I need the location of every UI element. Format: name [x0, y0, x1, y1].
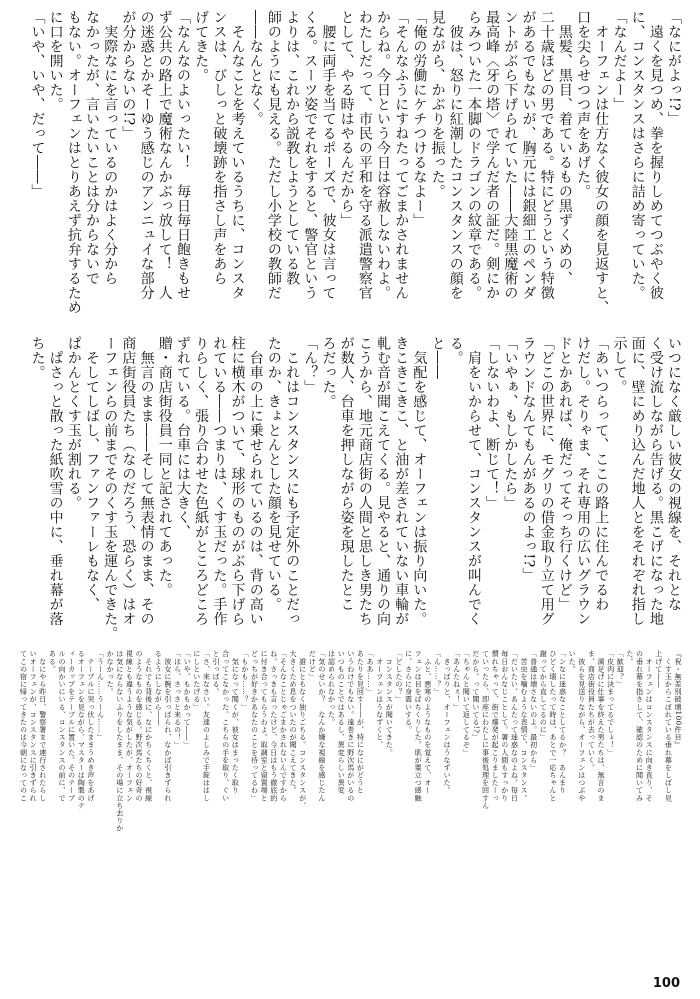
text-column: くす玉からこぼれている垂れ幕をしばし見: [664, 650, 674, 802]
text-column: ぱさっと散った紙吹雪の中に、垂れ幕が落: [47, 336, 64, 626]
text-column: にしといたげる」: [192, 650, 202, 711]
text-column: 苦虫を噛むような表情で、コンスタンス。: [520, 650, 529, 802]
text-column: と引っぱる。: [212, 650, 221, 696]
text-column: 「ん……？」: [433, 650, 443, 696]
text-column: だけど」: [308, 650, 318, 681]
text-column: きっぱりと、オーフェンはうなずいた。: [443, 650, 452, 795]
text-column: ろだった。: [320, 336, 337, 409]
text-column: なにやら昨日、警察署まで連行されたらし: [38, 650, 48, 802]
page-number: 100: [652, 976, 680, 991]
text-column: 「いや、もかもかって――」: [183, 650, 193, 749]
text-column: いうわけでもない。遠巻きに野次馬がいるの: [346, 650, 356, 802]
text-column: ま、商店街役員たちが去っていく。: [587, 650, 597, 772]
text-column: は気にならないふりをしたまま、その場に立ち去りか: [115, 650, 125, 832]
text-column: 二十歳ほどの男である。特にどうという特徴: [538, 10, 555, 300]
text-column: る。: [447, 336, 464, 365]
text-column: 視線とも違うような気がしたが、オーフェン: [125, 650, 135, 802]
text-column: 上げて――: [654, 650, 664, 688]
text-column: 合ってこなかった。こちらの手を取り、ぐい: [221, 650, 231, 802]
text-column: 見ながら、かぶりを振った。: [429, 10, 446, 199]
text-column: 「どこの世界に、モグリの借金取り立て用グ: [538, 336, 555, 626]
text-column: 柱に横木がついて、球形のものがぶら下げら: [229, 336, 246, 626]
text-column: た。: [625, 650, 635, 666]
text-column: どっちが好きかあなたのことを待ってるわ」: [250, 650, 260, 802]
text-column: に、コンスタンスはさらに詰め寄っていた。: [629, 10, 646, 300]
text-column: もない。オーフェンはとりあえず抗弁するため: [65, 10, 82, 315]
text-column: いオーフェンが、コンスタンスに引きずられ: [29, 650, 39, 802]
text-column: 「ちゃんと聞いて返してるぞ」: [462, 650, 472, 757]
text-column: らみついた一本脚のドラゴンの紋章である。: [465, 10, 482, 300]
text-column: こうから、地元商店街の人間と思しき男たち: [356, 336, 373, 626]
text-column: 最高峰〈牙の塔〉で学んだ者の証だ。剣にか: [484, 10, 501, 300]
text-column: 台車の上に乗せられているのは、背の高い: [247, 336, 264, 626]
text-column: テーブルに突っ伏したままうめき声をあげ: [86, 650, 96, 802]
text-column: オーフェンはコンスタンスに向き直り、そ: [645, 650, 655, 802]
text-column: からね。今日という今日は容赦しないわよ。: [375, 10, 391, 300]
text-column: 「ああ……」: [366, 650, 375, 696]
text-column: ていったら、即座にわたしに事後処理を回すん: [481, 650, 491, 810]
text-column: げてきた。: [193, 10, 210, 83]
text-column: 彼らを見送りながら、オーフェンはつぶや: [577, 650, 587, 802]
text-column: ラウンドなんてもんがあるのよっ!?」: [520, 336, 537, 583]
text-column: 「俺の労働にケチつけるなよー」: [411, 10, 428, 228]
text-column: ぱかんとくす玉が割れる。: [65, 336, 82, 510]
text-column: 軋む音が聞こえてくる。見やると、通りの向: [375, 336, 391, 626]
text-column: フェンは目をぱちくりした。肌が粟立つ感触: [414, 650, 424, 802]
text-column: 気になって聞くが、彼女はまったく取り: [231, 650, 241, 795]
text-column: けだし。そりゃま、それ専用の広いグラウン: [575, 336, 592, 626]
text-column: 彼女に腕を引っぱられ、なかば引きずられ: [163, 650, 173, 802]
text-column: は認められなかった。: [327, 650, 337, 726]
text-column: れている――つまりは、くす玉だった。手作: [211, 336, 228, 626]
text-column: ントがぶら下げられていた――大陸黒魔術の: [502, 10, 519, 300]
text-column: 彼は、怒りに紅潮したコンスタンスの顔を: [447, 10, 464, 300]
text-column: 「なんなのよいったい！ 毎日毎日飽きもせ: [174, 10, 191, 300]
text-column: く受け流しながら告げる。黒こげになった地: [647, 336, 664, 626]
text-column: の垂れ幕を指さして、確認のために聞いてみ: [635, 650, 645, 802]
text-column: 「あいつらって、ここの路上に住んでるわ: [593, 336, 610, 612]
text-column: ず公共の路上で魔術なんかぶっ放して！ 人: [156, 10, 173, 300]
text-column: 「ん？」: [302, 336, 319, 394]
text-column: の迷惑とかそーゆう感じのアンニュイな部分: [138, 10, 155, 300]
text-tier-top: [18, 10, 682, 315]
text-column: 「そんなふうにすねたってごまかされません: [393, 10, 410, 300]
text-column: 師のようにも見える。ただし小学校の教師だ: [265, 10, 282, 300]
text-column: 「なにがよっ!?」: [666, 10, 682, 126]
text-column: いつになく厳しい彼女の視線を、それとな: [666, 336, 682, 612]
text-column: 「歓迎？」: [616, 650, 626, 688]
text-column: 気配を感じて、オーフェンは振り向いた。: [411, 336, 428, 626]
text-column: かなかった。: [106, 650, 116, 696]
text-column: ふと、悪寒のようなものを覚えて、オー: [423, 650, 433, 795]
text-column: 口を尖らせつつ声をあげた。: [575, 10, 592, 199]
text-column: に、さらに身震いする。: [404, 650, 414, 734]
text-column: そんなことを考えているうちに、コンスタ: [229, 10, 246, 300]
text-column: 「皮肉に決まってるでしょ！」: [606, 650, 616, 757]
text-column: いつものことではあるし、異変らしい異変: [337, 650, 347, 795]
text-column: 「しないわよ、断じて！」: [484, 336, 501, 510]
text-column: だから。って聞いてる!?」: [471, 650, 481, 742]
novel-page: [18, 10, 682, 960]
text-column: ある。: [48, 650, 58, 673]
text-column: オーフェンはうなずくと、: [375, 650, 385, 749]
text-column: くる。スーツ姿でそれをすると、警官という: [302, 10, 319, 300]
text-column: 「うーん……うーん……」: [96, 650, 106, 741]
text-column: ずれている。台車には大きく、: [174, 336, 191, 539]
text-column: いた。: [568, 650, 578, 673]
text-column: 商店街役員たち（なのだろう、恐らく）はオ: [120, 336, 137, 626]
text-column: るオーフェンを見ながら、マスターは陶製のテ: [77, 650, 87, 810]
text-column: 毎日おんなじことして。署の人間もすっかり: [500, 650, 510, 802]
text-column: 贈・商店街役員一同と記されてあった。: [156, 336, 173, 597]
text-column: よりは、これから説教しようとしている教: [284, 10, 301, 286]
text-column: 「だいたい、あんたって迷惑なのよね。毎日: [510, 650, 520, 802]
text-column: のようなものを感じる。野次馬たちの好奇の: [135, 650, 144, 802]
text-column: ちた。: [29, 336, 46, 380]
text-column: として、やる時はやるんだから」: [338, 10, 355, 228]
text-column: 満足げに仕事を終えた男たちは、無言のま: [597, 650, 606, 802]
text-column: 謝ってから直してるのに」: [539, 650, 549, 741]
text-column: 実際なにを言っているのかはよく分から: [102, 10, 119, 286]
text-column: 『祝・無差別破壊100件目』: [674, 650, 683, 749]
text-column: 示して。: [611, 336, 628, 394]
text-column: 無言のまま――そして無表情のまま、その: [138, 336, 155, 626]
text-column: 黒髪、黒目、着ているもの黒ずくめの、: [556, 10, 573, 286]
text-column: きこきこきこ、と油が差されていない車輪が: [393, 336, 410, 626]
text-column: これはコンスタンスにも予定外のことだっ: [284, 336, 301, 626]
text-column: 「ほら、さっさと来るの！」: [173, 650, 183, 749]
text-column: 「そんなことじゃごまかされないんですから: [279, 650, 289, 802]
text-column: 「もかも……？」: [240, 650, 250, 711]
text-column: が数人、台車を押しながら姿を現したとこ: [338, 336, 355, 612]
text-column: 「いやぁ、もしかしたら」: [502, 336, 519, 510]
text-column: るようにしながら――: [154, 650, 164, 726]
text-column: ひどく壊したって時は、あとで一応ちゃんと: [548, 650, 558, 802]
text-column: 「さ、来なさい。友達のよしみで手錠ははし: [202, 650, 212, 802]
text-column: と――: [429, 336, 446, 380]
text-tier-bottom: [18, 650, 682, 950]
text-column: 「どしたの？」: [394, 650, 404, 704]
text-column: ドとかあれば、俺だってそっち行くけど」: [556, 336, 573, 612]
text-column: 腰に両手を当てるポーズで、彼女は言って: [320, 10, 337, 300]
text-column: コンスタンスが聞いてきた。: [385, 650, 395, 757]
text-column: たのか、きょとんとした顔を見せている。: [265, 336, 282, 612]
text-column: 「いや、いや、だって――」: [29, 10, 46, 199]
text-column: 「ンなに迷惑なことしてるか？ あんまり: [558, 650, 568, 795]
text-column: ルの向かいにいる、コンスタンスの前に、で: [58, 650, 67, 802]
text-column: 慣れちゃって、街で爆発が起こりましたーっ: [491, 650, 501, 802]
text-column: それでも背後に、なにかちくちくと、視線: [144, 650, 154, 802]
text-column: ンスは、びしっと破壊跡を指さし声をあら: [211, 10, 228, 286]
text-column: 「あんたねぇ！」: [452, 650, 462, 711]
text-column: りらしく、張り合わせた色紙がところどころ: [193, 336, 210, 626]
text-column: 面に、壁にめり込んだ地人とをそれぞれ指し: [629, 336, 646, 626]
text-column: が分からないの!?」: [120, 10, 137, 141]
text-column: 大きくため息をついたのが聞こえてきた。: [289, 650, 298, 795]
text-column: あたりを見回す――が、特になにがどうと: [356, 650, 366, 795]
text-column: があるでもないが、胸元には銀細工のペンダ: [520, 10, 537, 300]
text-column: 「なんだよー」: [611, 10, 628, 112]
text-column: ね。さっきも言ったけど、今日はもう徹底的: [269, 650, 279, 802]
text-column: ――なんとなく。: [247, 10, 264, 126]
text-column: 誰にともなく独りごちる。コンスタンスが、: [298, 650, 308, 810]
text-column: 「普通は壊さないのよ。最初から」: [529, 650, 539, 772]
text-column: そしてしばし、ファンファーレもなく、: [84, 336, 100, 612]
text-tier-middle: [18, 336, 682, 641]
text-column: なかったが、言いたいことは分からないで: [84, 10, 100, 286]
text-column: わたしだって、市民の平和を守る派遣警察官: [356, 10, 373, 300]
text-column: ィーカップをテーブルに置いた。そのテーブ: [67, 650, 77, 802]
text-column: 遠くを見つめ、拳を握りしめてつぶやく彼: [647, 10, 664, 300]
text-column: オーフェンは仕方なく彼女の顔を見返すと、: [593, 10, 610, 315]
text-column: 肩をいからせて、コンスタンスが叫んでく: [465, 336, 482, 626]
text-column: ーフェンらの前までそのくす玉を運んできた。: [102, 336, 119, 641]
text-column: に口を開いた。: [47, 10, 64, 112]
text-column: に付き合ってもらうわよ。取調室と留置場と: [260, 650, 270, 802]
text-column: てこの宿に帰ってきたのは今朝になってのこ: [19, 650, 29, 802]
text-column: 「気のせいか？ なんか嫌な視線を感じたん: [317, 650, 327, 802]
